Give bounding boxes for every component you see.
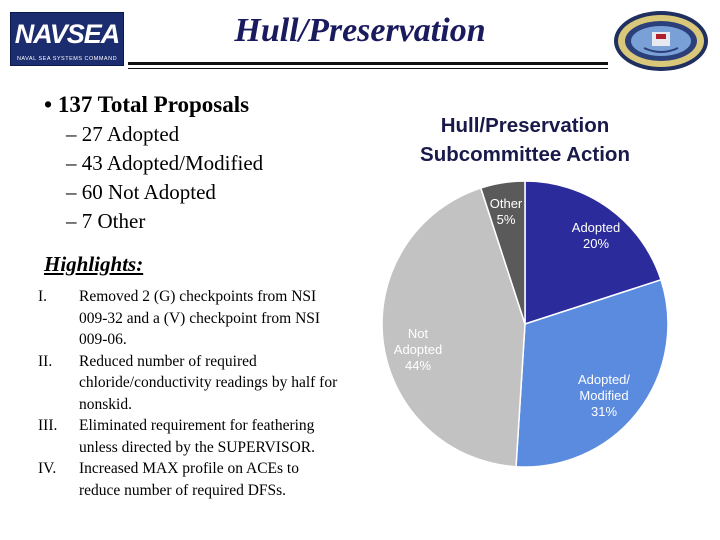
pie-slice-label-line: 44% — [404, 358, 432, 373]
highlight-text: Reduced number of required chloride/conductivity readings by half for nonskid. — [79, 352, 338, 413]
pie-slice-label-line: Not — [407, 326, 429, 341]
logo-wordmark: NAVSEA — [14, 19, 120, 49]
pie-slice-label-line: Adopted — [393, 342, 443, 357]
pie-slice-label-line: Other — [489, 196, 523, 211]
chart-title-line: Hull/Preservation — [440, 114, 610, 137]
highlight-number: IV. — [38, 460, 57, 477]
page-title: Hull/Preservation — [234, 12, 486, 49]
breakdown-item-adopted-modified: – 43 Adopted/Modified — [66, 151, 264, 175]
highlight-number: I. — [38, 288, 48, 305]
pie-slice-label-line: 20% — [582, 236, 610, 251]
highlight-text: Removed 2 (G) checkpoints from NSI 009-32 and a (V) checkpoint from NSI 009-06. — [79, 288, 321, 348]
highlight-number: II. — [38, 352, 53, 370]
logo-subtitle: NAVAL SEA SYSTEMS COMMAND — [16, 56, 118, 62]
pie-slice-label-line: Adopted/ — [577, 372, 631, 387]
total-proposals-text: 137 Total Proposals — [57, 92, 250, 117]
pie-slice-label-line: Adopted — [571, 220, 621, 235]
highlight-text: Increased MAX profile on ACEs to reduce number of required DFSs. — [79, 460, 299, 499]
pie-slice-label-line: Modified — [579, 388, 629, 403]
pie-slice-label-line: 5% — [496, 212, 516, 227]
chart-title-line: Subcommittee Action — [420, 143, 630, 166]
pie-slice-label-line: 31% — [590, 404, 618, 419]
highlight-text: Eliminated requirement for feathering unless directed by the SUPERVISOR. — [79, 417, 315, 456]
highlight-number: III. — [38, 417, 58, 434]
breakdown-item-not-adopted: – 60 Not Adopted — [66, 180, 216, 204]
total-proposals-headline: • 137 Total Proposals — [44, 92, 250, 117]
breakdown-item-adopted: – 27 Adopted — [66, 122, 180, 146]
breakdown-item-other: – 7 Other — [66, 209, 146, 233]
highlights-heading: Highlights: — [44, 252, 144, 276]
